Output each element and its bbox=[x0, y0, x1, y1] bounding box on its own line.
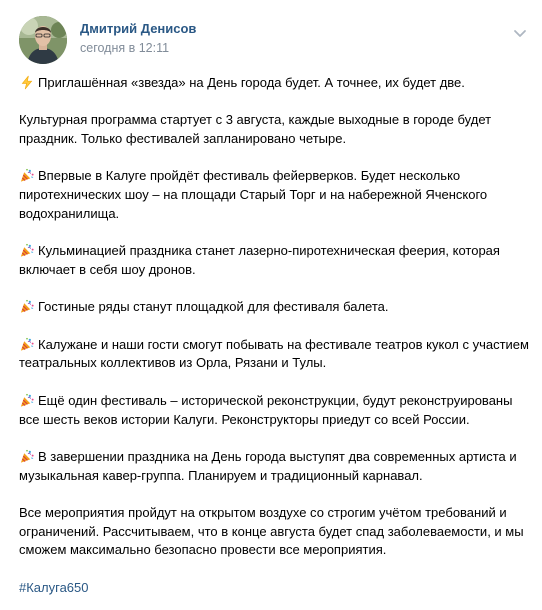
post-header bbox=[19, 16, 529, 64]
paragraph-text: Все мероприятия пройдут на открытом воздухе со строгим учётом требований и ограничений. Рассчитываем, что в конце августа будет спад заболеваемости, и мы сможем максимально безопасно провести все мероприятия. bbox=[19, 505, 524, 558]
hashtag-link[interactable]: #Калуга650 bbox=[19, 579, 89, 595]
paragraph-text: Ещё один фестиваль – исторической реконструкции, будут реконструированы все шесть веков истории Калуги. Реконструкторы приедут со всей России. bbox=[19, 392, 513, 427]
party-popper-icon bbox=[19, 449, 38, 464]
party-popper-icon bbox=[19, 393, 38, 408]
paragraph-text: Гостиные ряды станут площадкой для фестиваля балета. bbox=[38, 299, 389, 315]
paragraph-text: Калужане и наши гости смогут побывать на фестивале театров кукол с участием театральных коллективов из Орла, Рязани и Тулы. bbox=[19, 336, 529, 371]
post-paragraph bbox=[19, 111, 529, 148]
post-date[interactable]: сегодня в 12:11 bbox=[80, 41, 170, 55]
chevron-down-icon[interactable] bbox=[511, 24, 529, 42]
avatar[interactable] bbox=[19, 16, 67, 64]
post-paragraph bbox=[19, 74, 529, 93]
post-paragraph bbox=[19, 336, 529, 373]
post-paragraph bbox=[19, 167, 529, 223]
post-paragraph bbox=[19, 298, 529, 317]
post-text bbox=[19, 74, 529, 610]
paragraph-text: Приглашённая «звезда» на День города будет. А точнее, их будет две. bbox=[38, 75, 465, 90]
party-popper-icon bbox=[19, 337, 38, 352]
post-paragraph bbox=[19, 448, 529, 485]
party-popper-icon bbox=[19, 168, 38, 183]
author-name[interactable]: Дмитрий Денисов bbox=[80, 21, 197, 36]
post-paragraph bbox=[19, 504, 529, 560]
hashtag-line bbox=[19, 579, 529, 598]
party-popper-icon bbox=[19, 243, 38, 258]
paragraph-text: Кульминацией праздника станет лазерно-пиротехническая феерия, которая включает в себя шоу дронов. bbox=[19, 243, 500, 277]
paragraph-text: В завершении праздника на День города выступят два современных артиста и музыкальная кавер-группа. Планируем и традиционный карнавал. bbox=[19, 448, 517, 483]
lightning-icon bbox=[19, 75, 38, 90]
party-popper-icon bbox=[19, 299, 38, 314]
paragraph-text: Культурная программа стартует с 3 августа, каждые выходные в городе будет праздник. Только фестивалей запланировано четыре. bbox=[19, 112, 492, 147]
paragraph-text: Впервые в Калуге пройдёт фестиваль фейерверков. Будет несколько пиротехнических шоу – на площади Старый Торг и на набережной Яченского водохранилища. bbox=[19, 168, 488, 221]
post-paragraph bbox=[19, 392, 529, 429]
post-paragraph bbox=[19, 242, 529, 279]
